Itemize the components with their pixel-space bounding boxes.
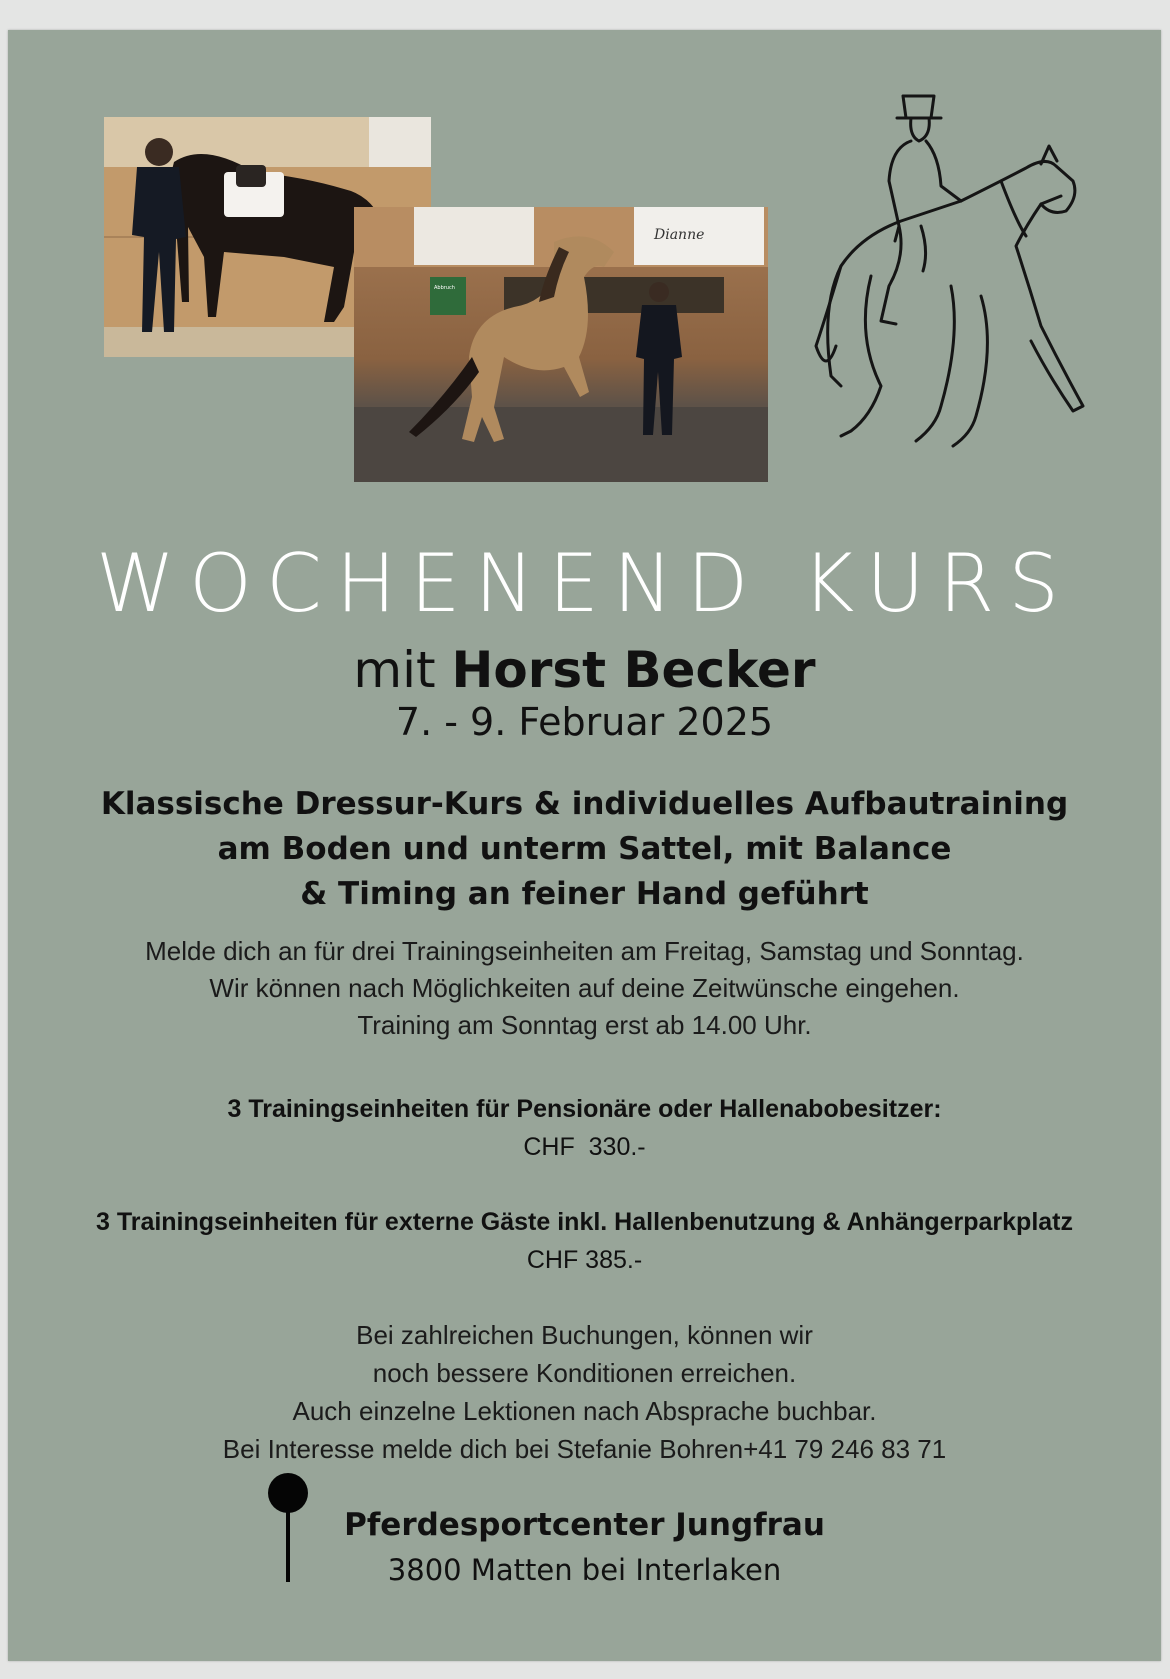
venue-name: Pferdesportcenter Jungfrau [344, 1507, 825, 1543]
trainer-name: Horst Becker [451, 641, 816, 699]
course-description [8, 782, 1161, 917]
lead-line: am Boden und unterm Sattel, mit Balance [217, 831, 952, 867]
svg-text:Abbruch: Abbruch [434, 285, 455, 291]
info-line: Bei zahlreichen Buchungen, können wir [356, 1320, 813, 1350]
intro-line: Wir können nach Möglichkeiten auf deine Zeitwünsche eingehen. [209, 973, 960, 1003]
lead-line: Klassische Dressur-Kurs & individuelles Aufbautraining [100, 786, 1069, 822]
price-1-value: CHF 330.- [523, 1133, 646, 1161]
poster [8, 30, 1161, 1661]
price-2-value: CHF 385.- [526, 1246, 643, 1274]
intro-line: Training am Sonntag erst ab 14.00 Uhr. [357, 1010, 812, 1040]
price-1-heading: 3 Trainingseinheiten für Pensionäre oder Hallenabobesitzer: [227, 1095, 942, 1123]
intro-text [8, 933, 1161, 1044]
price-2-heading: 3 Trainingseinheiten für externe Gäste inkl. Hallenbenutzung & Anhängerparkplatz [95, 1208, 1074, 1236]
photo-horse-rearing [354, 207, 768, 482]
lead-line: & Timing an feiner Hand geführt [300, 876, 869, 912]
info-text [8, 1316, 1161, 1468]
course-date: 7. - 9. Februar 2025 [395, 700, 774, 744]
intro-line: Melde dich an für drei Trainingseinheiten am Freitag, Samstag und Sonntag. [145, 936, 1024, 966]
trainer-line [8, 640, 1161, 700]
info-line: noch bessere Konditionen erreichen. [372, 1358, 797, 1388]
contact-line: Bei Interesse melde dich bei Stefanie Bohren+41 79 246 83 71 [222, 1434, 947, 1464]
subtitle-prefix: mit [353, 641, 436, 699]
venue-address: 3800 Matten bei Interlaken [387, 1553, 782, 1587]
info-line: Auch einzelne Lektionen nach Absprache buchbar. [292, 1396, 877, 1426]
svg-text:Dianne: Dianne [654, 227, 705, 243]
poster-title: WOCHENEND KURS [95, 537, 1074, 630]
dressage-rider-illustration [811, 86, 1106, 461]
